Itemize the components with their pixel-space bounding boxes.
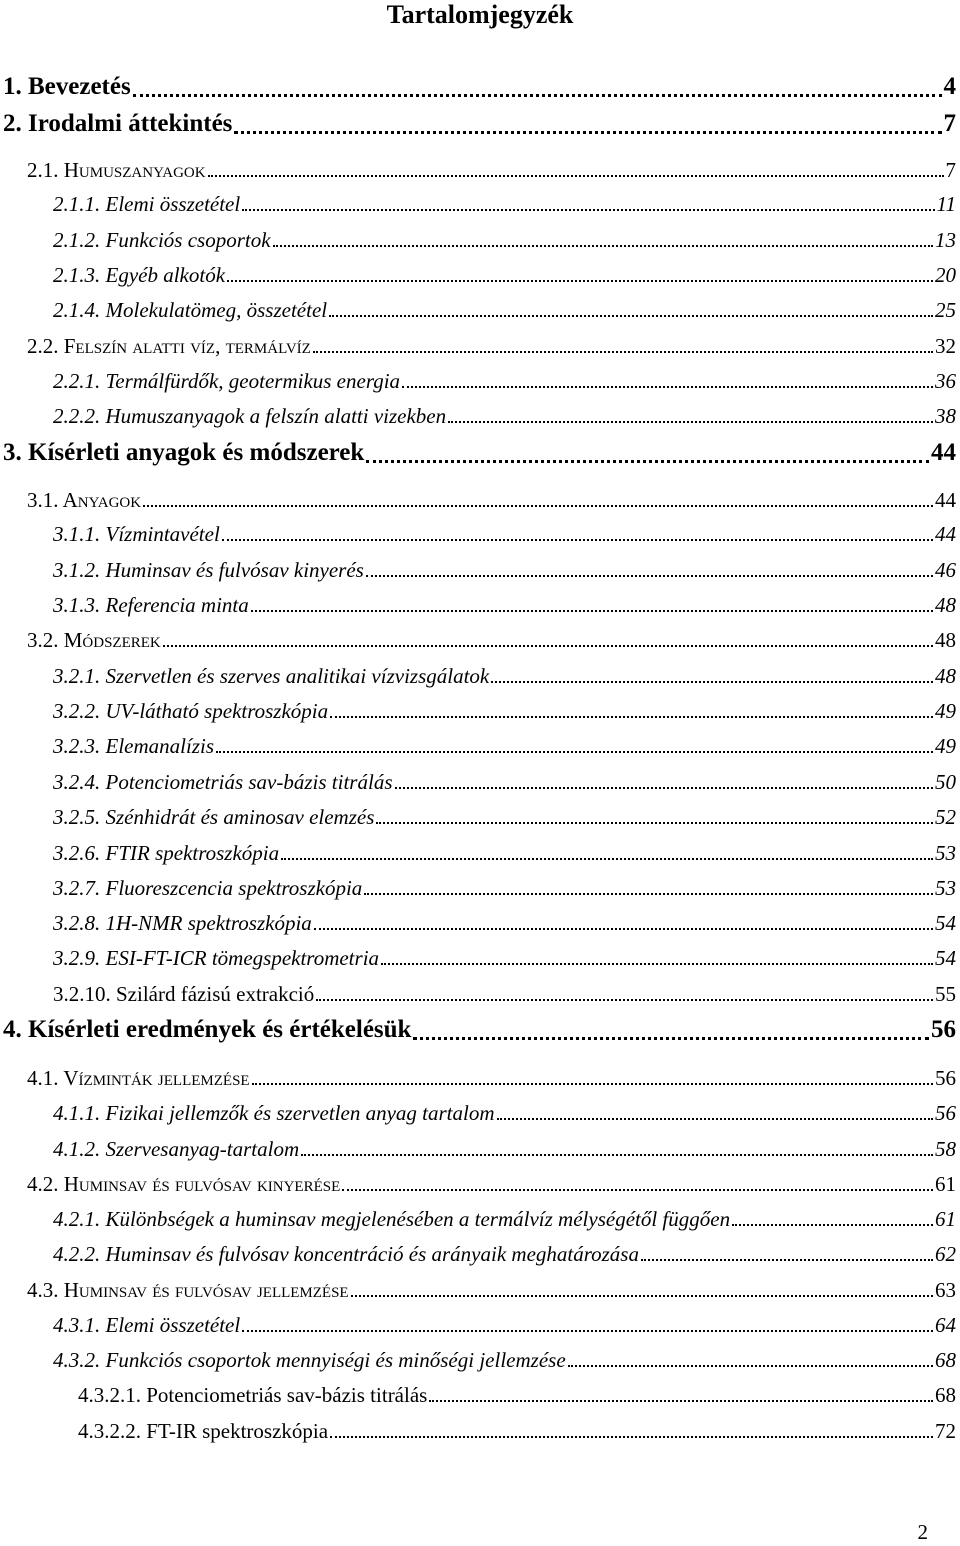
dot-leader xyxy=(413,1037,929,1040)
dot-leader xyxy=(163,645,933,647)
toc-entry[interactable] xyxy=(53,697,956,725)
toc-entry-label: 3. Kísérleti anyagok és módszerek xyxy=(3,439,365,466)
toc-entry-page-number: 48 xyxy=(935,628,956,652)
toc-entry[interactable] xyxy=(53,1099,956,1127)
toc-entry[interactable] xyxy=(53,874,956,902)
toc-entry-label: 4.2.2. Huminsav és fulvósav koncentráció és arányaik meghatározása xyxy=(53,1242,639,1266)
toc-entry[interactable] xyxy=(53,803,956,831)
toc-entry-page-number: 50 xyxy=(935,770,956,794)
dot-leader xyxy=(316,999,933,1001)
toc-entry-label: 3.2.2. UV-látható spektroszkópia xyxy=(53,699,329,723)
toc-entry-page-number: 32 xyxy=(935,334,956,358)
toc-entry-page-number: 36 xyxy=(935,369,956,393)
toc-entry-page-number: 38 xyxy=(935,404,956,428)
toc-entry-label: 3.1.2. Huminsav és fulvósav kinyerés xyxy=(53,558,364,582)
toc-entry-label: 3.2.3. Elemanalízis xyxy=(53,734,214,758)
toc-entry-label: 2.2.1. Termálfürdők, geotermikus energia xyxy=(53,369,401,393)
toc-entry-page-number: 48 xyxy=(935,664,956,688)
toc-entry-label: 3.1.1. Vízmintavétel xyxy=(53,522,220,546)
toc-entry-page-number: 7 xyxy=(943,110,956,137)
dot-leader xyxy=(568,1365,933,1367)
dot-leader xyxy=(216,751,933,753)
dot-leader xyxy=(402,386,933,388)
toc-entry[interactable] xyxy=(27,486,956,514)
toc-entry-label: 2.1.2. Funkciós csoportok xyxy=(53,228,271,252)
toc-entry-page-number: 46 xyxy=(935,558,956,582)
toc-entry[interactable] xyxy=(53,591,956,619)
dot-leader xyxy=(222,539,933,541)
toc-entry[interactable] xyxy=(53,190,956,218)
toc-entry-label: 4.1. Vízminták jellemzése xyxy=(27,1066,250,1090)
toc-entry-page-number: 44 xyxy=(931,439,956,466)
toc-entry-label: 3.2.4. Potenciometriás sav-bázis titrálás xyxy=(53,770,393,794)
toc-entry-page-number: 55 xyxy=(935,982,956,1006)
toc-entry-label: 4.3.1. Elemi összetétel xyxy=(53,1313,241,1337)
dot-leader xyxy=(313,351,933,353)
toc-entry-label: 3.2.1. Szervetlen és szerves analitikai vízvizsgálatok xyxy=(53,664,490,688)
toc-entry-label: 2.1.4. Molekulatömeg, összetétel xyxy=(53,298,328,322)
dot-leader xyxy=(234,131,941,134)
toc-entry-page-number: 48 xyxy=(935,593,956,617)
toc-entry-label: 4.3.2. Funkciós csoportok mennyiségi és minőségi jellemzése xyxy=(53,1348,566,1372)
toc-entry-label: 3.2.8. 1H-NMR spektroszkópia xyxy=(53,911,312,935)
dot-leader xyxy=(251,610,933,612)
toc-entry-label: 2.1.1. Elemi összetétel xyxy=(53,192,241,216)
toc-entry-label: 3.2.9. ESI-FT-ICR tömegspektrometria xyxy=(53,946,380,970)
toc-entry[interactable] xyxy=(53,1135,956,1163)
toc-entry-label: 3.2.5. Szénhidrát és aminosav elemzés xyxy=(53,805,375,829)
toc-entry-label: 2. Irodalmi áttekintés xyxy=(3,110,233,137)
dot-leader xyxy=(395,787,934,789)
toc-entry-page-number: 63 xyxy=(935,1278,956,1302)
dot-leader xyxy=(491,681,933,683)
toc-entry-label: 3.2.7. Fluoreszcencia spektroszkópia xyxy=(53,876,363,900)
dot-leader xyxy=(381,963,933,965)
dot-leader xyxy=(208,175,944,177)
toc-entry[interactable] xyxy=(53,839,956,867)
dot-leader xyxy=(242,1330,933,1332)
toc-entry[interactable] xyxy=(53,367,956,395)
toc-entry-label: 4.1.1. Fizikai jellemzők és szervetlen anyag tartalom xyxy=(53,1101,495,1125)
dot-leader xyxy=(143,505,933,507)
toc-entry-page-number: 54 xyxy=(935,911,956,935)
toc-entry-page-number: 25 xyxy=(935,298,956,322)
toc-entry-page-number: 49 xyxy=(935,734,956,758)
toc-entry[interactable] xyxy=(53,1240,956,1268)
toc-entry-page-number: 62 xyxy=(935,1242,956,1266)
toc-entry-label: 4.3. Huminsav és fulvósav jellemzése xyxy=(27,1278,349,1302)
toc-entry-label: 4.1.2. Szervesanyag-tartalom xyxy=(53,1137,300,1161)
toc-entry-page-number: 61 xyxy=(935,1207,956,1231)
toc-entry[interactable] xyxy=(3,70,956,104)
dot-leader xyxy=(364,893,933,895)
toc-entry[interactable] xyxy=(53,261,956,289)
toc-entry-label: 4.3.2.2. FT-IR spektroszkópia xyxy=(78,1419,329,1443)
dot-leader xyxy=(330,1436,933,1438)
dot-leader xyxy=(732,1224,933,1226)
toc-entry-page-number: 4 xyxy=(943,73,956,100)
toc-entry-label: 2.2. Felszín alatti víz, termálvíz xyxy=(27,334,311,358)
toc-entry[interactable] xyxy=(53,768,956,796)
toc-entry[interactable] xyxy=(53,909,956,937)
toc-entry[interactable] xyxy=(27,156,956,184)
toc-entry[interactable] xyxy=(53,1346,956,1374)
toc-entry-page-number: 49 xyxy=(935,699,956,723)
toc-entry[interactable] xyxy=(27,1064,956,1092)
toc-entry-label: 2.1. Humuszanyagok xyxy=(27,158,206,182)
toc-entry-label: 3.1. Anyagok xyxy=(27,488,142,512)
toc-entry[interactable] xyxy=(3,436,956,470)
toc-entry-label: 3.2.6. FTIR spektroszkópia xyxy=(53,841,280,865)
toc-entry[interactable] xyxy=(53,520,956,548)
toc-entry-page-number: 72 xyxy=(935,1419,956,1443)
page-number: 2 xyxy=(917,1520,928,1544)
toc-entry[interactable] xyxy=(27,1276,956,1304)
toc-entry-label: 3.2. Módszerek xyxy=(27,628,161,652)
dot-leader xyxy=(641,1259,933,1261)
toc-entry-page-number: 11 xyxy=(936,192,956,216)
toc-entry[interactable] xyxy=(3,1013,956,1047)
toc-entry[interactable] xyxy=(53,662,956,690)
toc-entry-label: 3.1.3. Referencia minta xyxy=(53,593,249,617)
toc-entry-label: 4.2.1. Különbségek a huminsav megjelenésében a termálvíz mélységétől függően xyxy=(53,1207,731,1231)
dot-leader xyxy=(281,858,933,860)
toc-entry-page-number: 20 xyxy=(935,263,956,287)
toc-entry-page-number: 56 xyxy=(935,1066,956,1090)
dot-leader xyxy=(351,1295,933,1297)
toc-entry-page-number: 58 xyxy=(935,1137,956,1161)
toc-entry-label: 4.2. Huminsav és fulvósav kinyerése xyxy=(27,1172,341,1196)
toc-entry[interactable] xyxy=(53,980,956,1008)
toc-entry-label: 1. Bevezetés xyxy=(3,73,131,100)
toc-entry-label: 4.3.2.1. Potenciometriás sav-bázis titrálás xyxy=(78,1383,428,1407)
dot-leader xyxy=(133,94,942,97)
dot-leader xyxy=(227,280,933,282)
toc-entry-page-number: 64 xyxy=(935,1313,956,1337)
toc-entry-label: 2.1.3. Egyéb alkotók xyxy=(53,263,226,287)
dot-leader xyxy=(301,1154,933,1156)
toc-entry-page-number: 44 xyxy=(935,522,956,546)
toc-entry[interactable] xyxy=(53,402,956,430)
toc-entry-page-number: 53 xyxy=(935,841,956,865)
toc-entry[interactable] xyxy=(53,1205,956,1233)
toc-entry-page-number: 44 xyxy=(935,488,956,512)
dot-leader xyxy=(497,1118,933,1120)
toc-entry-page-number: 68 xyxy=(935,1348,956,1372)
dot-leader xyxy=(429,1400,933,1402)
dot-leader xyxy=(448,421,933,423)
toc-entry[interactable] xyxy=(3,107,956,141)
toc-entry-page-number: 7 xyxy=(945,158,956,182)
toc-entry-page-number: 56 xyxy=(931,1016,956,1043)
toc-entry[interactable] xyxy=(78,1381,956,1409)
toc-entry-page-number: 61 xyxy=(935,1172,956,1196)
dot-leader xyxy=(330,716,933,718)
toc-entry-page-number: 52 xyxy=(935,805,956,829)
dot-leader xyxy=(376,822,933,824)
dot-leader xyxy=(273,245,933,247)
toc-entry-page-number: 13 xyxy=(935,228,956,252)
page-title: Tartalomjegyzék xyxy=(386,0,574,29)
toc-entry[interactable] xyxy=(53,732,956,760)
toc-entry[interactable] xyxy=(78,1417,956,1445)
toc-entry[interactable] xyxy=(53,1311,956,1339)
toc-entry-label: 3.2.10. Szilárd fázisú extrakció xyxy=(53,982,315,1006)
toc-entry[interactable] xyxy=(53,296,956,324)
toc-entry[interactable] xyxy=(27,332,956,360)
toc-entry[interactable] xyxy=(53,556,956,584)
dot-leader xyxy=(366,575,933,577)
toc-entry-page-number: 56 xyxy=(935,1101,956,1125)
toc-entry-label: 4. Kísérleti eredmények és értékelésük xyxy=(3,1016,412,1043)
dot-leader xyxy=(366,460,929,463)
toc-entry-page-number: 68 xyxy=(935,1383,956,1407)
dot-leader xyxy=(252,1083,933,1085)
dot-leader xyxy=(342,1189,933,1191)
dot-leader xyxy=(242,209,934,211)
toc-entry-label: 2.2.2. Humuszanyagok a felszín alatti vizekben xyxy=(53,404,447,428)
toc-entry[interactable] xyxy=(53,226,956,254)
toc-entry-page-number: 53 xyxy=(935,876,956,900)
dot-leader xyxy=(329,315,933,317)
toc-entry[interactable] xyxy=(53,944,956,972)
toc-entry[interactable] xyxy=(27,1170,956,1198)
toc-entry[interactable] xyxy=(27,626,956,654)
toc-entry-page-number: 54 xyxy=(935,946,956,970)
dot-leader xyxy=(314,928,933,930)
